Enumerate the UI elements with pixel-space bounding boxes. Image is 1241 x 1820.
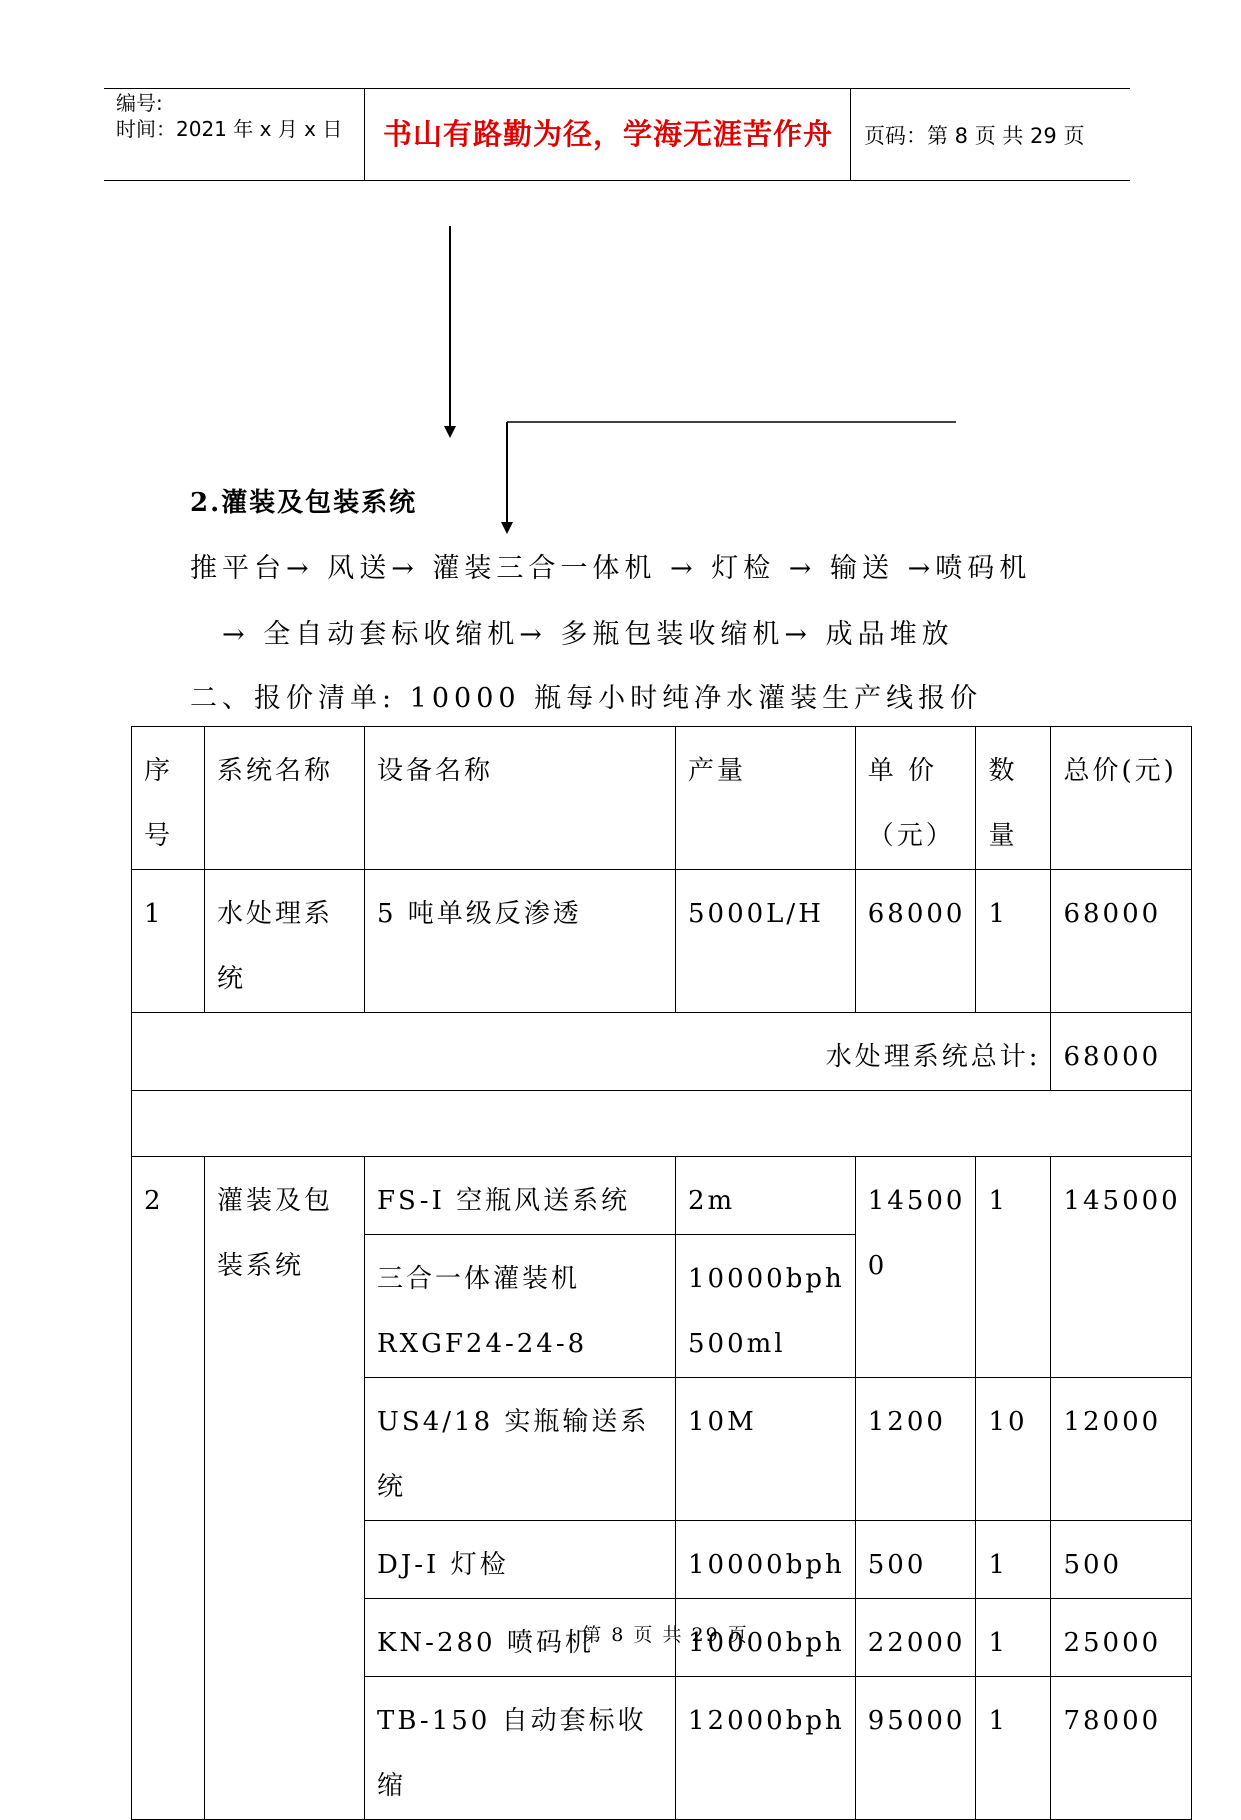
- header-total: 总价(元): [1051, 727, 1191, 870]
- cell-qty: 1: [976, 1677, 1051, 1820]
- cell-qty: 1: [976, 870, 1051, 1013]
- document-time-label: 时间：2021 年 x 月 x 日: [116, 117, 343, 141]
- cell-total: 78000: [1051, 1677, 1191, 1820]
- cell-unit-price: 500: [855, 1521, 976, 1599]
- cell-no: 2: [132, 1157, 205, 1820]
- cell-total: 12000: [1051, 1378, 1191, 1521]
- cell-qty: 1: [976, 1599, 1051, 1677]
- cell-system: 灌装及包装系统: [205, 1157, 365, 1820]
- process-flow-line: 推平台→ 风送→ 灌装三合一体机 → 灯检 → 输送 →喷码机: [190, 553, 1032, 584]
- cell-unit-price: 68000: [855, 870, 976, 1013]
- header-equipment: 设备名称: [365, 727, 676, 870]
- header-no: 序号: [132, 727, 205, 870]
- cell-total: 25000: [1051, 1599, 1191, 1677]
- empty-row: [132, 1091, 1192, 1157]
- cell-qty: 1: [976, 1521, 1051, 1599]
- cell-no: 1: [132, 870, 205, 1013]
- header-unit-price: 单 价（元）: [855, 727, 976, 870]
- header-qty: 数量: [976, 727, 1051, 870]
- cell-output: 10000bph: [676, 1599, 856, 1677]
- quote-table: [131, 726, 1192, 1820]
- cell-unit-price: 22000: [855, 1599, 976, 1677]
- cell-qty: 10: [976, 1378, 1051, 1521]
- cell-output: 2m: [676, 1157, 856, 1235]
- subtotal-value: 68000: [1051, 1013, 1191, 1091]
- header-system: 系统名称: [205, 727, 365, 870]
- footer-page-number: 第 8 页 共 29 页: [582, 1624, 749, 1646]
- quote-list-title: 二、报价清单: 10000 瓶每小时纯净水灌装生产线报价: [190, 683, 983, 714]
- cell-output: 10000bph 500ml: [676, 1235, 856, 1378]
- cell-output: 5000L/H: [676, 870, 856, 1013]
- cell-equipment: TB-150 自动套标收缩: [365, 1677, 676, 1820]
- spacer-row: [132, 1091, 1192, 1157]
- table-row: [132, 870, 1192, 1013]
- table-header-row: [132, 727, 1192, 870]
- cell-unit-price: 145000: [855, 1157, 976, 1378]
- subtotal-row: [132, 1013, 1192, 1091]
- cell-output: 12000bph: [676, 1677, 856, 1820]
- process-flow-line: → 全自动套标收缩机→ 多瓶包装收缩机→ 成品堆放: [222, 619, 954, 650]
- arrow-head-icon: [501, 522, 513, 534]
- header-output: 产量: [676, 727, 856, 870]
- section-heading: 2.灌装及包装系统: [190, 488, 418, 518]
- table-row: [132, 1157, 1192, 1235]
- cell-equipment: FS-I 空瓶风送系统: [365, 1157, 676, 1235]
- cell-equipment: US4/18 实瓶输送系统: [365, 1378, 676, 1521]
- cell-output: 10M: [676, 1378, 856, 1521]
- cell-qty: 1: [976, 1157, 1051, 1378]
- cell-equipment: DJ-I 灯检: [365, 1521, 676, 1599]
- cell-total: 68000: [1051, 870, 1191, 1013]
- cell-output: 10000bph: [676, 1521, 856, 1599]
- document-number-label: 编号:: [116, 91, 163, 115]
- header-slogan: 书山有路勤为径，学海无涯苦作舟: [382, 117, 833, 151]
- cell-unit-price: 1200: [855, 1378, 976, 1521]
- cell-total: 500: [1051, 1521, 1191, 1599]
- header-page-info: 页码：第 8 页 共 29 页: [864, 124, 1085, 148]
- cell-equipment: 5 吨单级反渗透: [365, 870, 676, 1013]
- cell-equipment: 三合一体灌装机 RXGF24-24-8: [365, 1235, 676, 1378]
- cell-total: 145000: [1051, 1157, 1191, 1378]
- cell-system: 水处理系统: [205, 870, 365, 1013]
- cell-unit-price: 95000: [855, 1677, 976, 1820]
- subtotal-label: 水处理系统总计:: [132, 1013, 1051, 1091]
- arrow-head-icon: [444, 426, 456, 438]
- cell-equipment: KN-280 喷码机: [365, 1599, 676, 1677]
- page-footer: [0, 1620, 1241, 1647]
